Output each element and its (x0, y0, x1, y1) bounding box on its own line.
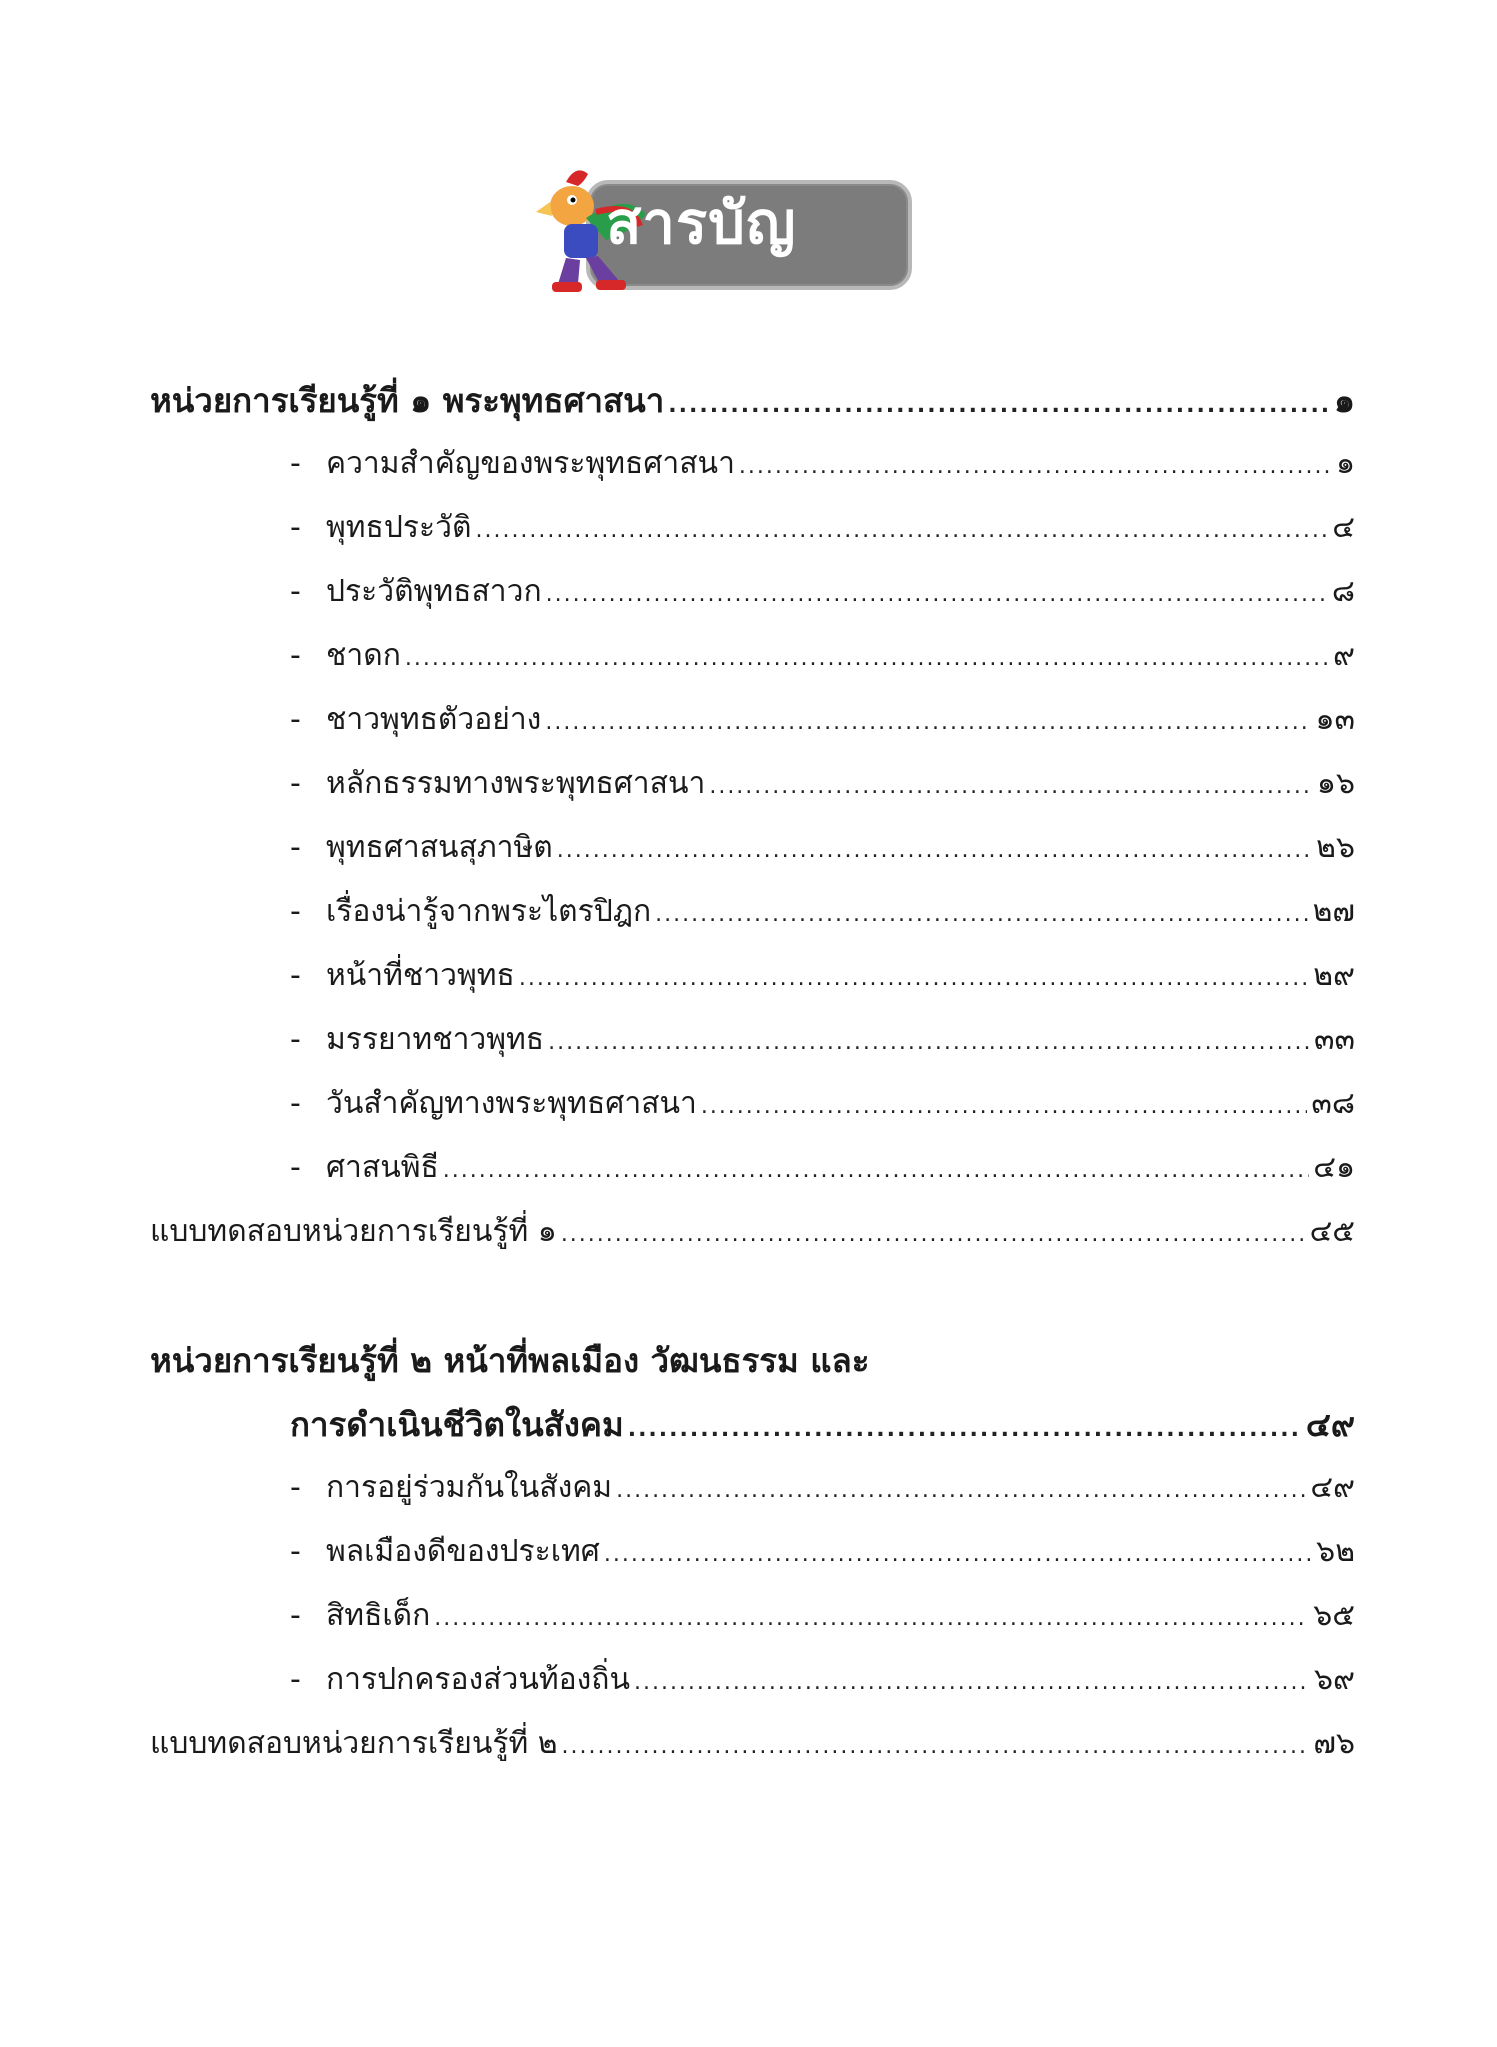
toc-item[interactable]: - ความสำคัญของพระพุทธศาสนา ..... ๑ (290, 440, 1355, 496)
toc-item[interactable]: - สิทธิเด็ก ..... ๖๕ (290, 1592, 1355, 1648)
unit-2-page: ๔๙ (1305, 1405, 1355, 1444)
toc-item[interactable]: - การปกครองส่วนท้องถิ่น ..... ๖๙ (290, 1656, 1355, 1712)
unit-1-title: หน่วยการเรียนรู้ที่ ๑ พระพุทธศาสนา (150, 381, 665, 420)
toc-item[interactable]: - วันสำคัญทางพระพุทธศาสนา ..... ๓๘ (290, 1080, 1355, 1136)
unit-1-page: ๑ (1334, 381, 1355, 420)
toc-quiz-1[interactable]: แบบทดสอบหน่วยการเรียนรู้ที่ ๑ ..... ๔๕ (150, 1208, 1355, 1264)
toc-item[interactable]: - พุทธศาสนสุภาษิต ..... ๒๖ (290, 824, 1355, 880)
toc-item[interactable]: - หน้าที่ชาวพุทธ ..... ๒๙ (290, 952, 1355, 1008)
toc-item[interactable]: - เรื่องน่ารู้จากพระไตรปิฎก ..... ๒๗ (290, 888, 1355, 944)
toc-item[interactable]: - การอยู่ร่วมกันในสังคม ..... ๔๙ (290, 1464, 1355, 1520)
toc-unit-2[interactable] (290, 1398, 1355, 1454)
toc-unit-1[interactable] (150, 374, 1355, 430)
toc-item[interactable]: - มรรยาทชาวพุทธ ..... ๓๓ (290, 1016, 1355, 1072)
page-title: สารบัญ (606, 189, 797, 257)
toc-item[interactable]: - ประวัติพุทธสาวก ..... ๘ (290, 568, 1355, 624)
toc-heading (536, 162, 916, 302)
toc-item[interactable]: - พลเมืองดีของประเทศ ..... ๖๒ (290, 1528, 1355, 1584)
unit-2-title-line-2: การดำเนินชีวิตในสังคม (290, 1405, 624, 1444)
leader-dots (668, 393, 1330, 418)
toc-item[interactable]: - หลักธรรมทางพระพุทธศาสนา ..... ๑๖ (290, 760, 1355, 816)
toc-item[interactable]: - ศาสนพิธี ..... ๔๑ (290, 1144, 1355, 1200)
toc-item[interactable]: - ชาวพุทธตัวอย่าง ..... ๑๓ (290, 696, 1355, 752)
toc-quiz-2[interactable]: แบบทดสอบหน่วยการเรียนรู้ที่ ๒ ..... ๗๖ (150, 1720, 1355, 1776)
unit-2-title-line-1[interactable]: หน่วยการเรียนรู้ที่ ๒ หน้าที่พลเมือง วัฒนธรรม และ (150, 1341, 870, 1380)
toc-item[interactable]: - พุทธประวัติ ..... ๔ (290, 504, 1355, 560)
toc-item[interactable]: - ชาดก ..... ๙ (290, 632, 1355, 688)
